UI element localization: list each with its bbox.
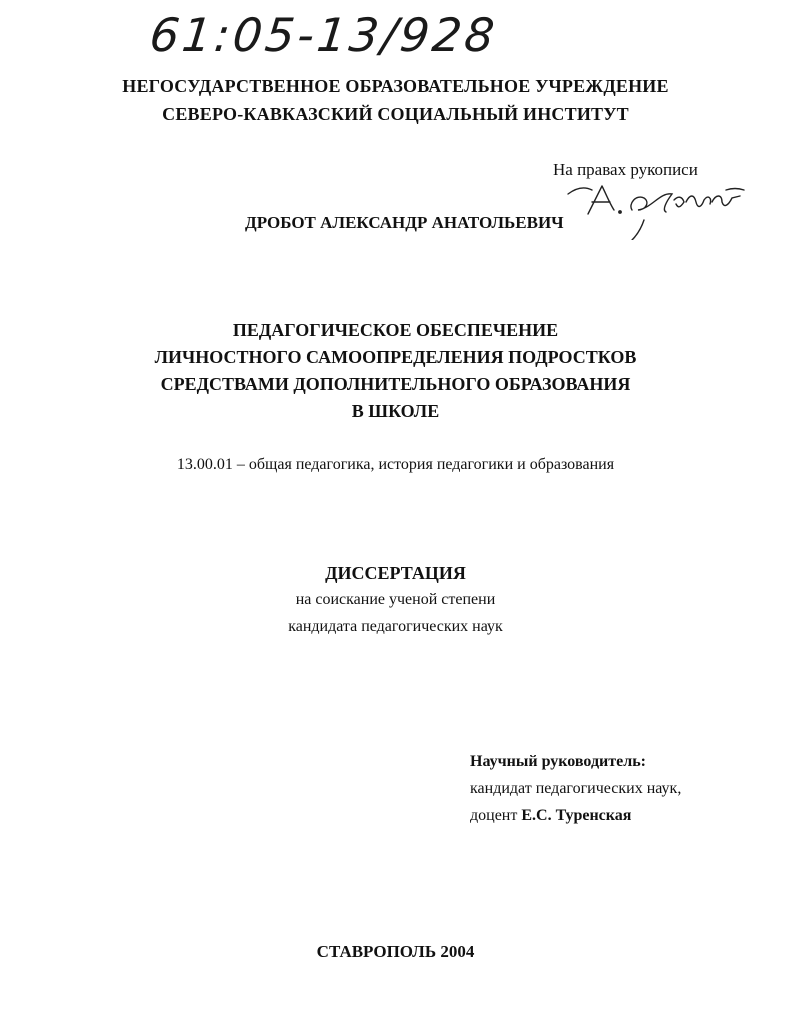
advisor-line (470, 807, 631, 825)
title-line-1: ПЕДАГОГИЧЕСКОЕ ОБЕСПЕЧЕНИЕ (232, 320, 559, 340)
advisor-heading: Научный руководитель: (470, 753, 646, 770)
advisor-name: Е.С. Туренская (521, 807, 632, 824)
title-line-2: ЛИЧНОСТНОГО САМООПРЕДЕЛЕНИЯ ПОДРОСТКОВ (154, 347, 637, 367)
degree-line-2: кандидата педагогических наук (288, 618, 503, 635)
author-name: ДРОБОТ АЛЕКСАНДР АНАТОЛЬЕВИЧ (245, 213, 564, 232)
advisor-rank: кандидат педагогических наук, (470, 780, 682, 797)
title-line-3: СРЕДСТВАМИ ДОПОЛНИТЕЛЬНОГО ОБРАЗОВАНИЯ (160, 374, 631, 394)
city-year: СТАВРОПОЛЬ 2004 (316, 942, 475, 961)
degree-line-1: на соискание ученой степени (295, 591, 496, 608)
document-type: ДИССЕРТАЦИЯ (325, 563, 466, 583)
archive-number: 61:05-13/928 (147, 8, 500, 62)
manuscript-note: На правах рукописи (553, 160, 698, 179)
specialty-code: 13.00.01 – общая педагогика, история педагогики и образования (176, 456, 615, 473)
signature-image (562, 180, 762, 240)
institution-line-2: СЕВЕРО-КАВКАЗСКИЙ СОЦИАЛЬНЫЙ ИНСТИТУТ (162, 104, 629, 124)
institution-line-1: НЕГОСУДАРСТВЕННОЕ ОБРАЗОВАТЕЛЬНОЕ УЧРЕЖДЕНИЕ (122, 76, 669, 96)
title-line-4: В ШКОЛЕ (351, 401, 440, 421)
advisor-position: доцент (470, 807, 518, 824)
